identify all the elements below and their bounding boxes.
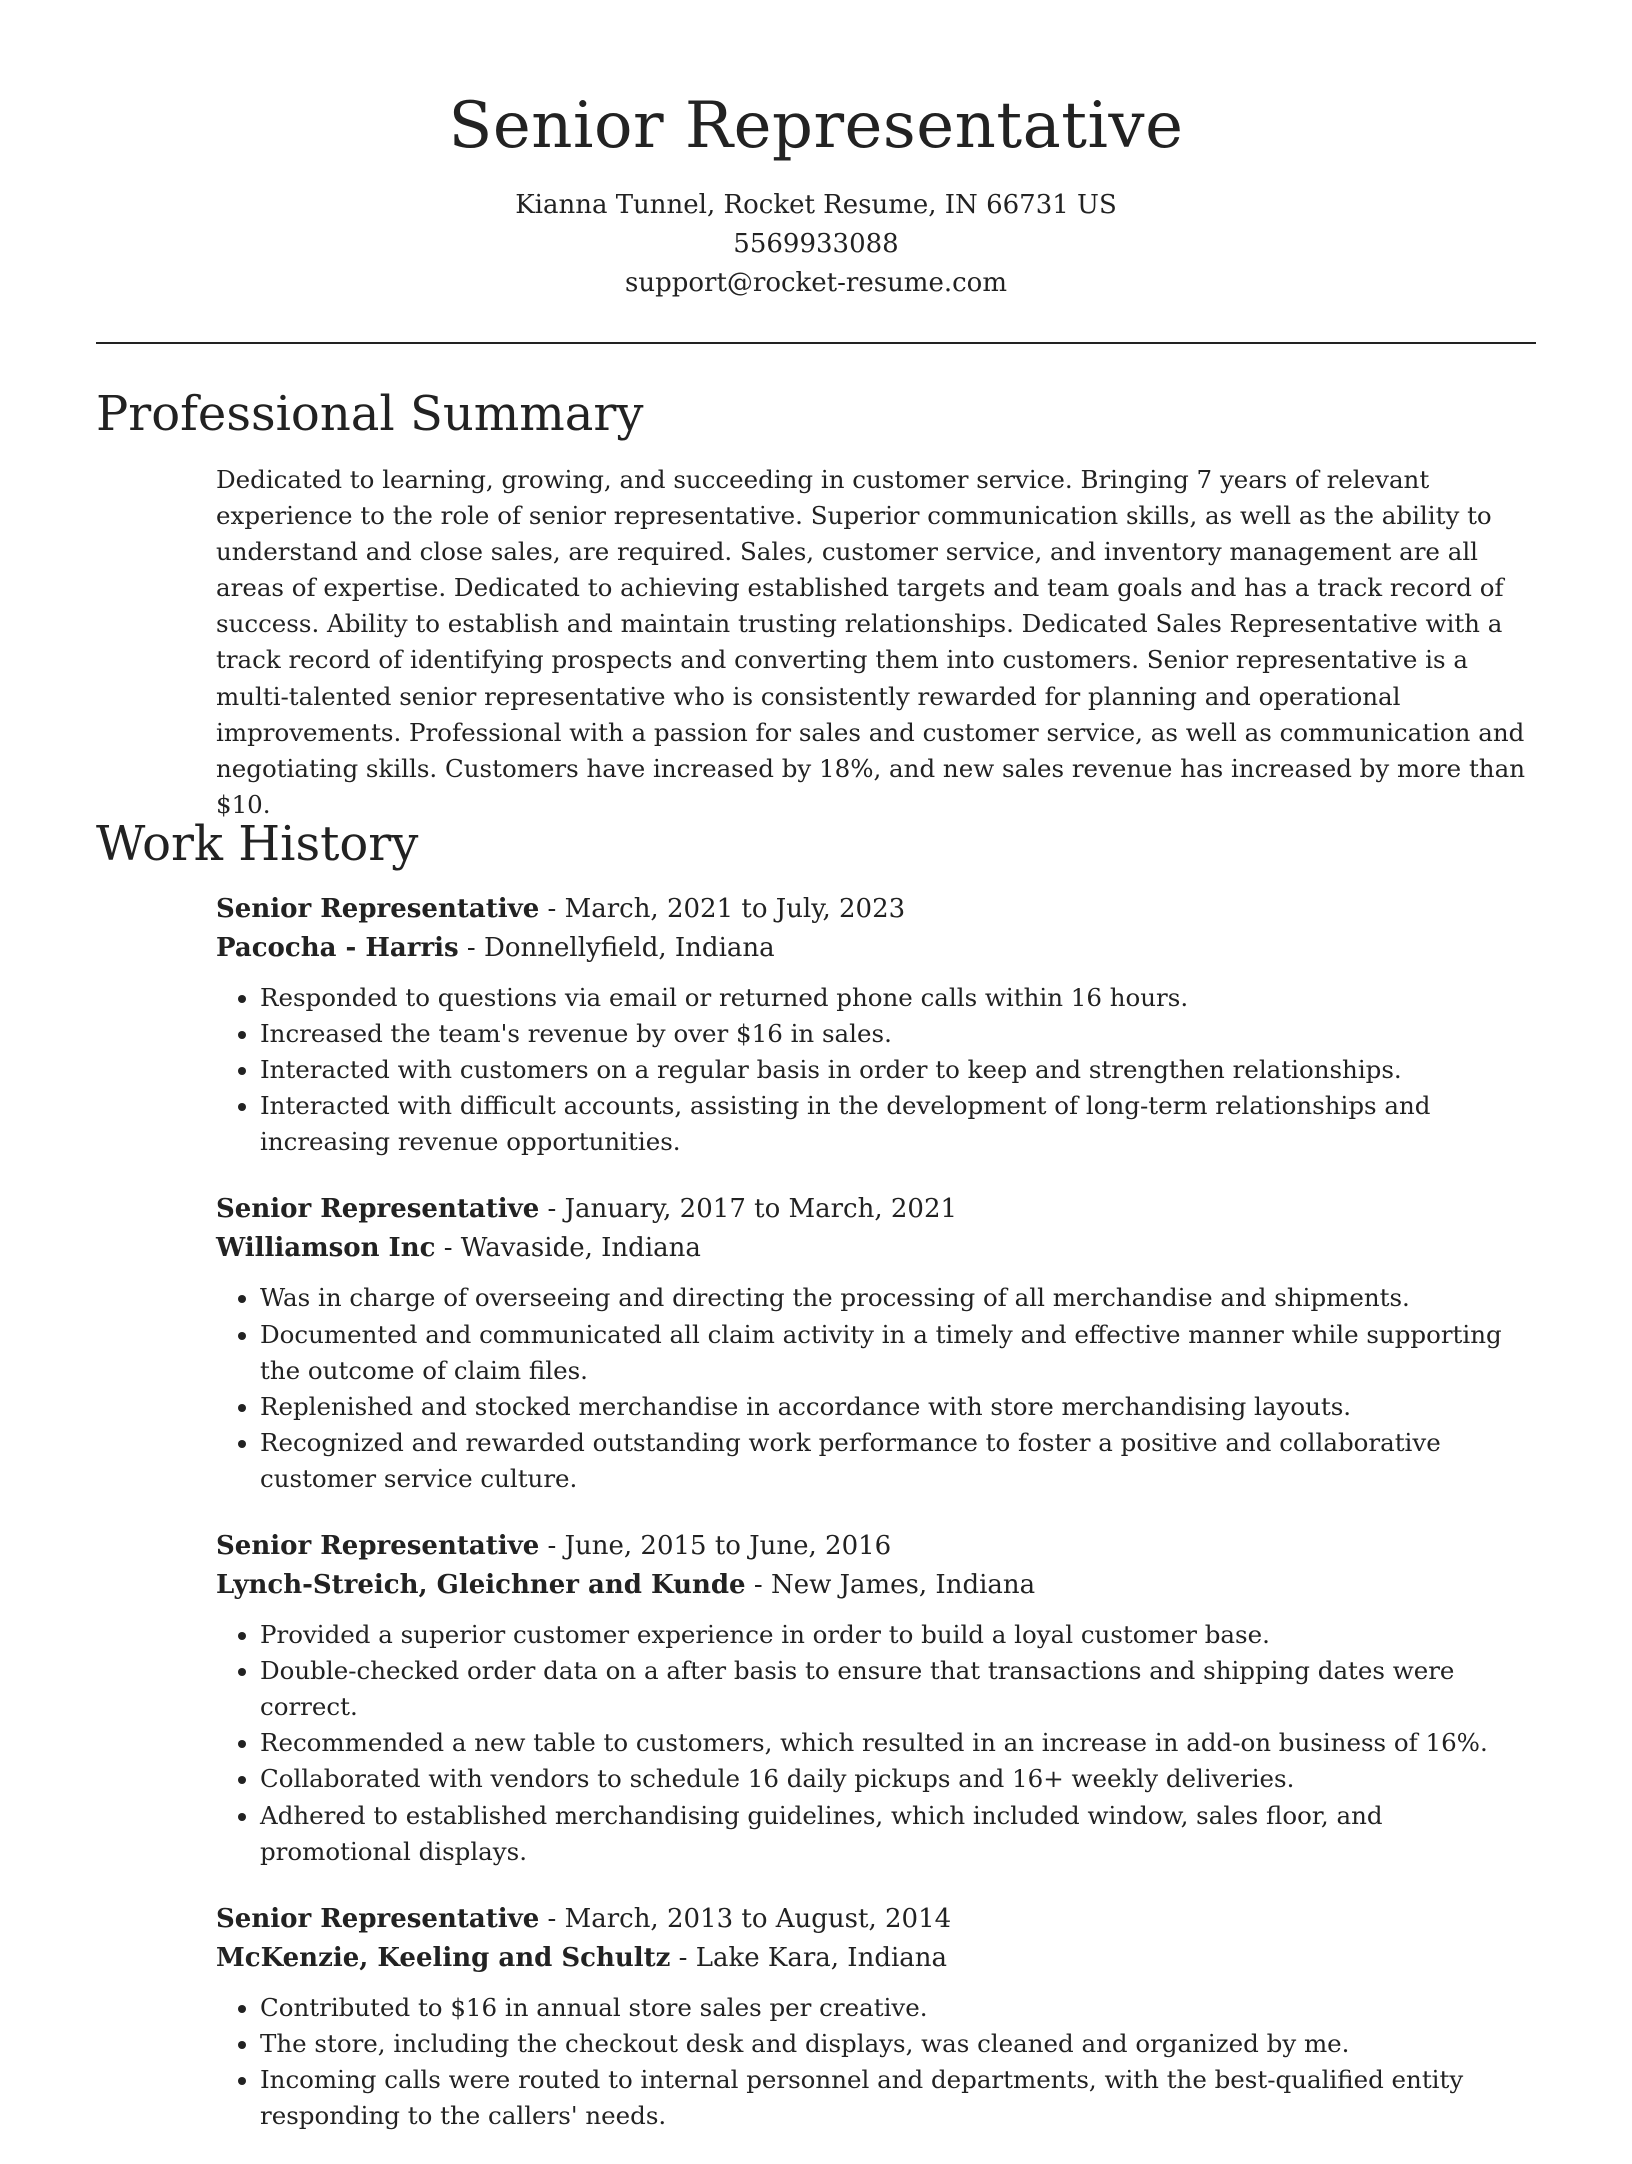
job-bullet: • Was in charge of overseeing and directing the processing of all merchandise and shipments. — [260, 1280, 1536, 1316]
separator: - — [539, 1194, 565, 1225]
resume-title: Senior Representative — [448, 89, 1184, 163]
work-history-heading: Work History — [96, 816, 419, 872]
job-bullet: • Collaborated with vendors to schedule 16 daily pickups and 16+ weekly deliveries. — [260, 1761, 1536, 1797]
contact-email: support@rocket-resume.com — [624, 268, 1007, 298]
job-bullet: • Replenished and stocked merchandise in accordance with store merchandising layouts. — [260, 1389, 1536, 1425]
job-company-line — [216, 1566, 1536, 1605]
separator: - — [435, 1233, 461, 1264]
job-role: Senior Representative — [216, 1903, 540, 1934]
job-company: Pacocha - Harris — [216, 933, 459, 963]
job-bullet: • Contributed to $16 in annual store sales per creative. — [260, 1990, 1536, 2026]
job-bullet: • Interacted with customers on a regular basis in order to keep and strengthen relationships. — [260, 1052, 1536, 1088]
job-bullets — [216, 980, 1536, 1160]
job-bullet: • Incoming calls were routed to internal personnel and departments, with the best-qualified entity responding to the callers' needs. — [260, 2062, 1536, 2134]
job-bullet: • Provided a superior customer experience in order to build a loyal customer base. — [260, 1617, 1536, 1653]
separator: - — [745, 1570, 771, 1601]
job-bullets — [216, 1280, 1536, 1497]
work-history-list — [216, 890, 1536, 2164]
job-bullet: • Interacted with difficult accounts, assisting in the development of long-term relationships and increasing revenue opportunities. — [260, 1088, 1536, 1160]
job-bullets — [216, 1990, 1536, 2134]
job-dates: March, 2021 to July, 2023 — [564, 894, 906, 924]
job-bullet: • Increased the team's revenue by over $16 in sales. — [260, 1016, 1536, 1052]
job-title-line — [216, 1190, 1536, 1229]
contact-phone: 5569933088 — [733, 229, 899, 259]
separator: - — [539, 1531, 565, 1562]
job-bullet: • Documented and communicated all claim activity in a timely and effective manner while supporting the outcome of claim files. — [260, 1317, 1536, 1389]
header-divider — [96, 342, 1536, 344]
job-bullet: • The store, including the checkout desk and displays, was cleaned and organized by me. — [260, 2026, 1536, 2062]
job-title-line — [216, 890, 1536, 929]
job-company-line — [216, 929, 1536, 968]
job-location: New James, Indiana — [770, 1570, 1036, 1601]
job-entry — [216, 1527, 1536, 1870]
contact-address: Kianna Tunnel, Rocket Resume, IN 66731 US — [515, 190, 1117, 220]
job-bullet: • Recommended a new table to customers, which resulted in an increase in add-on business of 16%. — [260, 1725, 1536, 1761]
job-entry — [216, 890, 1536, 1160]
job-company: Lynch-Streich, Gleichner and Kunde — [216, 1570, 746, 1601]
resume-header — [0, 0, 1632, 303]
contact-block — [0, 186, 1632, 303]
job-bullet: • Recognized and rewarded outstanding work performance to foster a positive and collaborative customer service culture. — [260, 1425, 1536, 1497]
job-entry — [216, 1190, 1536, 1497]
job-bullet: • Adhered to established merchandising guidelines, which included window, sales floor, and promotional displays. — [260, 1798, 1536, 1870]
job-dates: March, 2013 to August, 2014 — [564, 1903, 952, 1934]
job-role: Senior Representative — [216, 1194, 540, 1225]
job-company: Williamson Inc — [216, 1233, 436, 1264]
job-title-line — [216, 1527, 1536, 1566]
job-bullet: • Double-checked order data on a after basis to ensure that transactions and shipping dates were correct. — [260, 1653, 1536, 1725]
job-company-line — [216, 1939, 1536, 1978]
summary-heading: Professional Summary — [96, 386, 644, 442]
job-company: McKenzie, Keeling and Schultz — [216, 1942, 671, 1973]
separator: - — [539, 894, 565, 924]
job-entry — [216, 1900, 1536, 2134]
job-role: Senior Representative — [216, 894, 540, 924]
job-location: Donnellyfield, Indiana — [484, 933, 775, 963]
separator: - — [458, 933, 484, 963]
separator: - — [539, 1903, 565, 1934]
job-dates: June, 2015 to June, 2016 — [564, 1531, 892, 1562]
job-location: Lake Kara, Indiana — [695, 1942, 948, 1973]
job-bullets — [216, 1617, 1536, 1870]
job-role: Senior Representative — [216, 1531, 540, 1562]
summary-text: Dedicated to learning, growing, and succeeding in customer service. Bringing 7 years of relevant experience to the role of senior representative. Superior communication skills, as well as the ability to understand and close sales, are required. Sales, customer service, and inventory management are all areas of expertise. Dedicated to achieving established targets and team goals and has a track record of success. Ability to establish and maintain trusting relationships. Dedicated Sales Representative with a track record of identifying prospects and converting them into customers. Senior representative is a multi-talented senior representative who is consistently rewarded for planning and operational improvements. Professional with a passion for sales and customer service, as well as communication and negotiating skills. Customers have increased by 18%, and new sales revenue has increased by more than $10. — [216, 465, 1525, 819]
separator: - — [670, 1942, 696, 1973]
job-company-line — [216, 1229, 1536, 1268]
job-dates: January, 2017 to March, 2021 — [564, 1194, 958, 1225]
job-title-line — [216, 1900, 1536, 1939]
job-location: Wavaside, Indiana — [460, 1233, 701, 1264]
job-bullet: • Responded to questions via email or returned phone calls within 16 hours. — [260, 980, 1536, 1016]
